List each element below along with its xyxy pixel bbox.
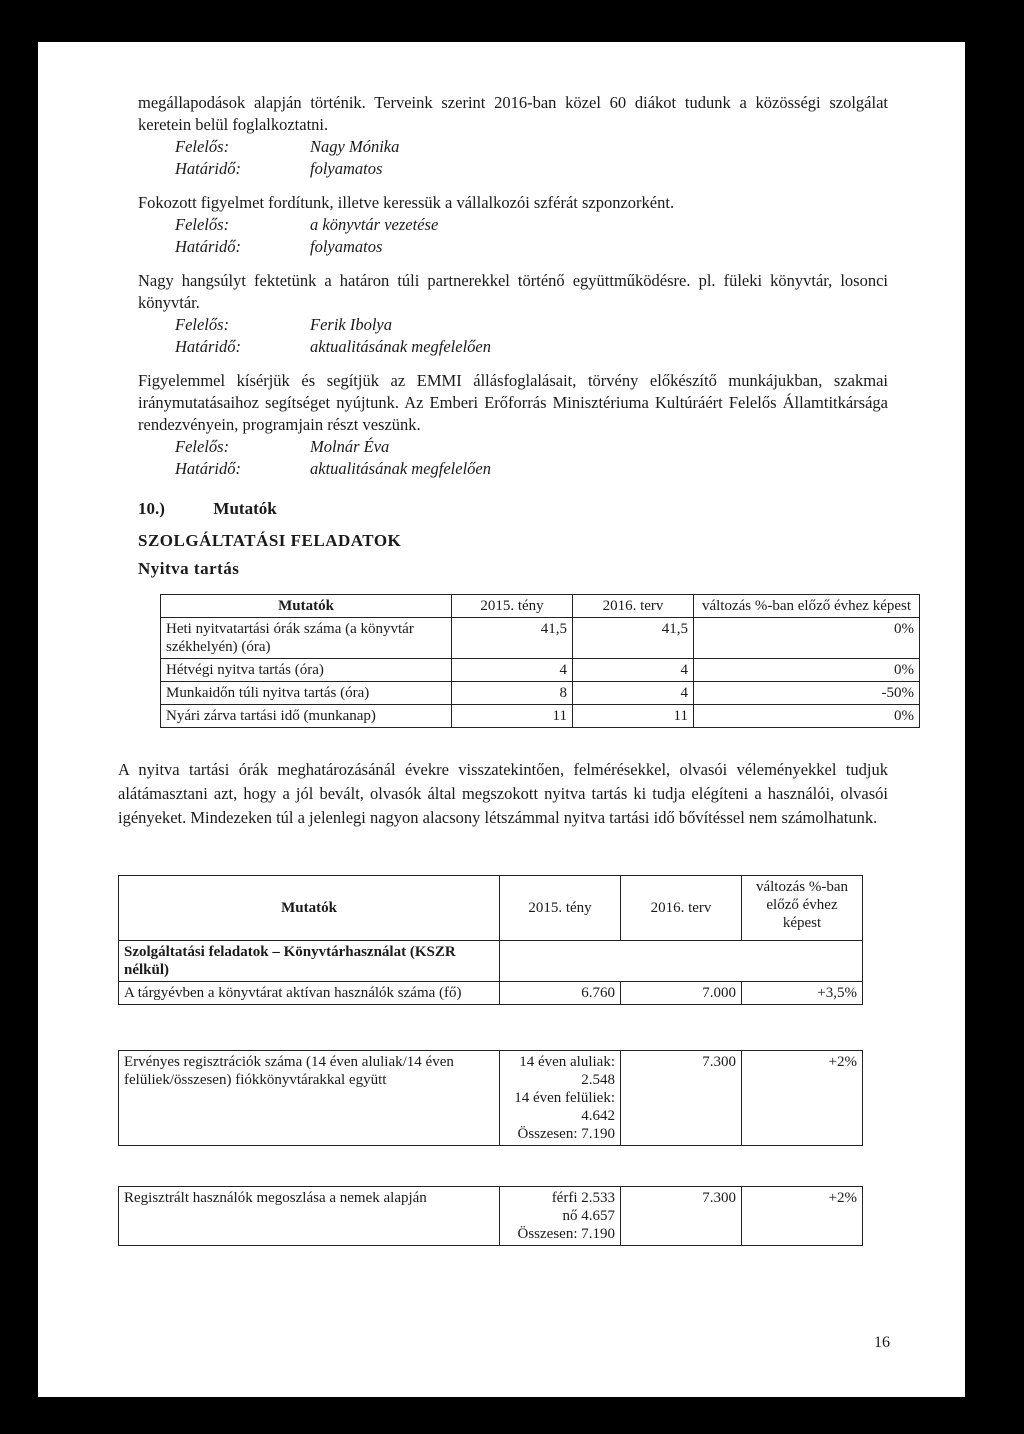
table-header-row (119, 876, 863, 941)
value-female: nő 4.657 (562, 1208, 615, 1224)
row-2016: 7.300 (621, 1187, 742, 1246)
row-label: A tárgyévben a könyvtárat aktívan használók száma (fő) (119, 982, 500, 1005)
row-change: 0% (694, 659, 920, 682)
header-2015: 2015. tény (500, 876, 621, 941)
responsible-block-4 (175, 436, 888, 480)
section-heading (138, 498, 888, 520)
row-2015 (500, 1187, 621, 1246)
row-2015: 4 (452, 659, 573, 682)
gender-table (118, 1186, 863, 1246)
responsible-value: Molnár Éva (310, 437, 390, 456)
responsible-block-1 (175, 136, 888, 180)
section-title: Mutatók (213, 499, 277, 518)
responsible-label: Felelős: (175, 437, 230, 456)
row-change: 0% (694, 618, 920, 659)
responsible-block-2 (175, 214, 888, 258)
table-row (161, 659, 920, 682)
row-2016: 4 (573, 659, 694, 682)
row-2015: 8 (452, 682, 573, 705)
header-2015: 2015. tény (452, 595, 573, 618)
header-indicators: Mutatók (161, 595, 452, 618)
table-section-row (119, 941, 863, 982)
value-over-14: 14 éven felüliek: 4.642 (514, 1090, 615, 1124)
row-label: Munkaidőn túli nyitva tartás (óra) (161, 682, 452, 705)
responsible-block-3 (175, 314, 888, 358)
responsible-value: a könyvtár vezetése (310, 215, 439, 234)
page-number: 16 (874, 1334, 890, 1351)
value-total: Összesen: 7.190 (517, 1226, 615, 1242)
row-2016: 7.000 (621, 982, 742, 1005)
paragraph-5: A nyitva tartási órák meghatározásánál évekre visszatekintően, felmérésekkel, olvasói véleményekkel tudjuk alátámasztani azt, hogy a jól bevált, olvasók által megszokott nyitva tartás ki tudja elégíteni a használói, olvasói igényeket. Mindezeken túl a jelenlegi nagyon alacsony létszámmal nyitva tartási idő bővítéssel nem számolhatunk. (118, 760, 888, 827)
row-label: Nyári zárva tartási idő (munkanap) (161, 705, 452, 728)
responsible-label: Felelős: (175, 137, 230, 156)
table-row (161, 705, 920, 728)
deadline-label: Határidő: (175, 459, 241, 478)
responsible-value: Ferik Ibolya (310, 315, 393, 334)
opening-hours-table (160, 594, 920, 728)
row-change: +2% (742, 1187, 863, 1246)
registrations-table (118, 1050, 863, 1146)
row-label: Heti nyitvatartási órák száma (a könyvtár székhelyén) (óra) (161, 618, 452, 659)
row-change: +3,5% (742, 982, 863, 1005)
value-under-14: 14 éven aluliak: 2.548 (519, 1054, 615, 1088)
section-number: 10.) (138, 499, 165, 518)
table-row (119, 1051, 863, 1146)
deadline-value: folyamatos (310, 237, 383, 256)
paragraph-1: megállapodások alapján történik. Terveink szerint 2016-ban közel 60 diákot tudunk a közösségi szolgálat keretein belül foglalkoztatni. (138, 93, 888, 134)
row-label: Hétvégi nyitva tartás (óra) (161, 659, 452, 682)
row-2016: 4 (573, 682, 694, 705)
table-row (119, 982, 863, 1005)
section-row-label: Szolgáltatási feladatok – Könyvtárhasználat (KSZR nélkül) (119, 941, 500, 982)
deadline-value: aktualitásának megfelelően (310, 337, 491, 356)
row-2015 (500, 1051, 621, 1146)
paragraph-2: Fokozott figyelmet fordítunk, illetve keressük a vállalkozói szférát szponzorként. (138, 193, 675, 212)
header-2016: 2016. terv (573, 595, 694, 618)
responsible-label: Felelős: (175, 315, 230, 334)
paragraph-3: Nagy hangsúlyt fektetünk a határon túli partnerekkel történő együttműködésre. pl. füleki könyvtár, losonci könyvtár. (138, 271, 888, 312)
table-row (161, 618, 920, 659)
header-change: változás %-ban előző évhez képest (694, 595, 920, 618)
paragraph-4: Figyelemmel kísérjük és segítjük az EMMI állásfoglalásait, törvény előkészítő munkájukban, szakmai iránymutatásaihoz segítséget nyújtunk. Az Emberi Erőforrás Minisztériuma Kultúráért Felelős Államtitkársága rendezvényein, programjain részt veszünk. (138, 371, 888, 434)
value-male: férfi 2.533 (551, 1190, 615, 1206)
deadline-value: folyamatos (310, 159, 383, 178)
row-2016: 7.300 (621, 1051, 742, 1146)
row-2016: 41,5 (573, 618, 694, 659)
deadline-label: Határidő: (175, 237, 241, 256)
row-change: 0% (694, 705, 920, 728)
responsible-label: Felelős: (175, 215, 230, 234)
row-2015: 6.760 (500, 982, 621, 1005)
row-change: +2% (742, 1051, 863, 1146)
deadline-label: Határidő: (175, 337, 241, 356)
deadline-label: Határidő: (175, 159, 241, 178)
value-total: Összesen: 7.190 (517, 1126, 615, 1142)
header-2016: 2016. terv (621, 876, 742, 941)
responsible-value: Nagy Mónika (310, 137, 400, 156)
page-content (118, 92, 914, 1246)
document-page (38, 42, 965, 1397)
row-2015: 11 (452, 705, 573, 728)
section-subtitle: SZOLGÁLTATÁSI FELADATOK (138, 531, 402, 550)
section-row-empty (500, 941, 863, 982)
row-change: -50% (694, 682, 920, 705)
header-change: változás %-ban előző évhez képest (742, 876, 863, 941)
table-row (161, 682, 920, 705)
table-row (119, 1187, 863, 1246)
row-label: Ervényes regisztrációk száma (14 éven aluliak/14 éven felüliek/összesen) fiókkönyvtárakkal együtt (119, 1051, 500, 1146)
deadline-value: aktualitásának megfelelően (310, 459, 491, 478)
section-subsubtitle: Nyitva tartás (138, 559, 240, 578)
row-label: Regisztrált használók megoszlása a nemek alapján (119, 1187, 500, 1246)
header-indicators: Mutatók (119, 876, 500, 941)
library-use-table (118, 875, 863, 1005)
row-2016: 11 (573, 705, 694, 728)
table-header-row (161, 595, 920, 618)
row-2015: 41,5 (452, 618, 573, 659)
